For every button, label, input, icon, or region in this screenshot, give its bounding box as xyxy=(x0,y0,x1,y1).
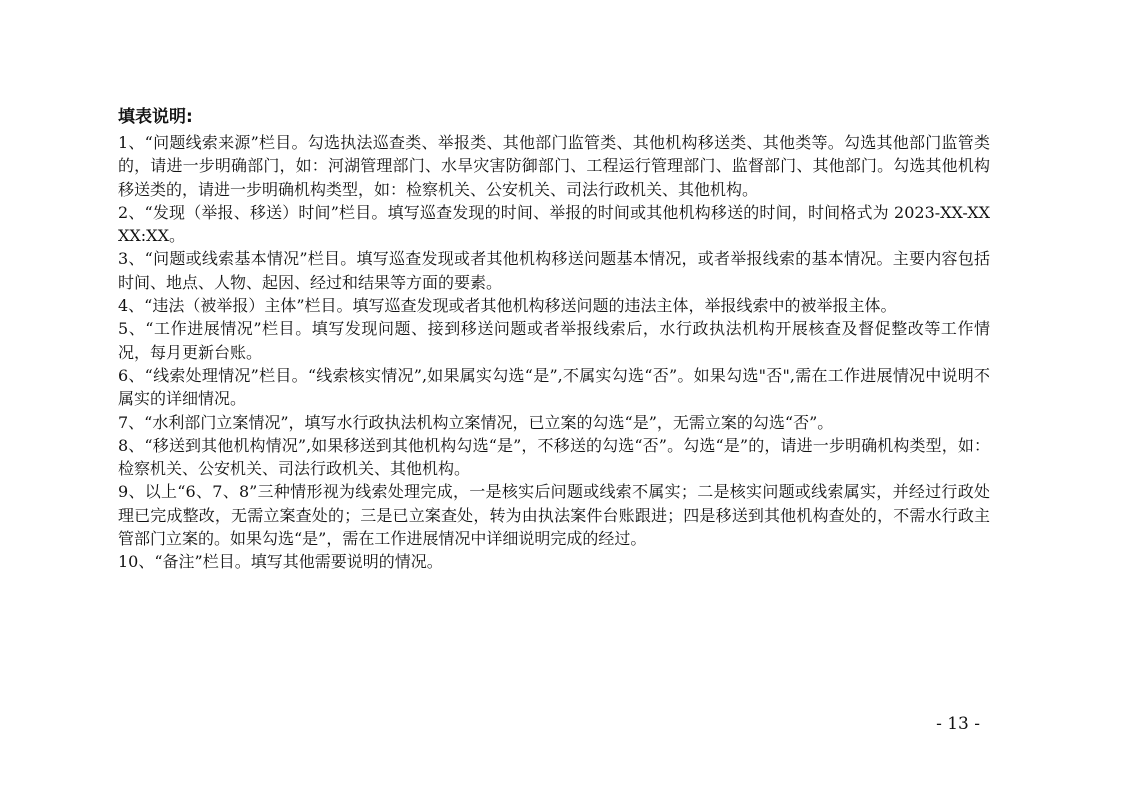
instruction-item-8: 8、“移送到其他机构情况”,如果移送到其他机构勾选“是”，不移送的勾选“否”。勾选“是”的，请进一步明确机构类型，如：检察机关、公安机关、司法行政机关、其他机构。 xyxy=(118,435,990,479)
instructions-title: 填表说明: xyxy=(118,107,193,127)
instruction-item-5: 5、“工作进展情况”栏目。填写发现问题、接到移送问题或者举报线索后，水行政执法机构开展核查及督促整改等工作情况，每月更新台账。 xyxy=(118,319,990,362)
instruction-item-9: 9、以上“6、7、8”三种情形视为线索处理完成，一是核实后问题或线索不属实；二是核实问题或线索属实，并经过行政处理已完成整改，无需立案查处的；三是已立案查处，转为由执法案件台账跟进；四是移送到其他机构查处的，不需水行政主管部门立案的。如果勾选“是”，需在工作进展情况中详细说明完成的经过。 xyxy=(118,482,990,549)
instruction-item-7: 7、“水利部门立案情况”，填写水行政执法机构立案情况，已立案的勾选“是”，无需立案的勾选“否”。 xyxy=(118,412,834,432)
instruction-item-1: 1、“问题线索来源”栏目。勾选执法巡查类、举报类、其他部门监管类、其他机构移送类、其他类等。勾选其他部门监管类的，请进一步明确部门，如：河湖管理部门、水旱灾害防御部门、工程运行管理部门、监督部门、其他部门。勾选其他机构移送类的，请进一步明确机构类型，如：检察机关、公安机关、司法行政机关、其他机构。 xyxy=(118,133,990,199)
instruction-item-10: 10、“备注”栏目。填写其他需要说明的情况。 xyxy=(118,552,443,572)
instruction-item-4: 4、“违法（被举报）主体”栏目。填写巡查发现或者其他机构移送问题的违法主体，举报线索中的被举报主体。 xyxy=(118,296,897,316)
page-number: - 13 - xyxy=(936,714,980,734)
instructions-list xyxy=(118,131,990,574)
instructions-content xyxy=(118,106,990,574)
instruction-item-2: 2、“发现（举报、移送）时间”栏目。填写巡查发现的时间、举报的时间或其他机构移送的时间，时间格式为 2023-XX-XX XX:XX。 xyxy=(118,202,990,246)
instruction-item-3: 3、“问题或线索基本情况”栏目。填写巡查发现或者其他机构移送问题基本情况，或者举报线索的基本情况。主要内容包括时间、地点、人物、起因、经过和结果等方面的要素。 xyxy=(118,249,990,292)
instruction-item-6: 6、“线索处理情况”栏目。“线索核实情况”,如果属实勾选“是”,不属实勾选“否”。如果勾选"否",需在工作进展情况中说明不属实的详细情况。 xyxy=(118,365,990,409)
